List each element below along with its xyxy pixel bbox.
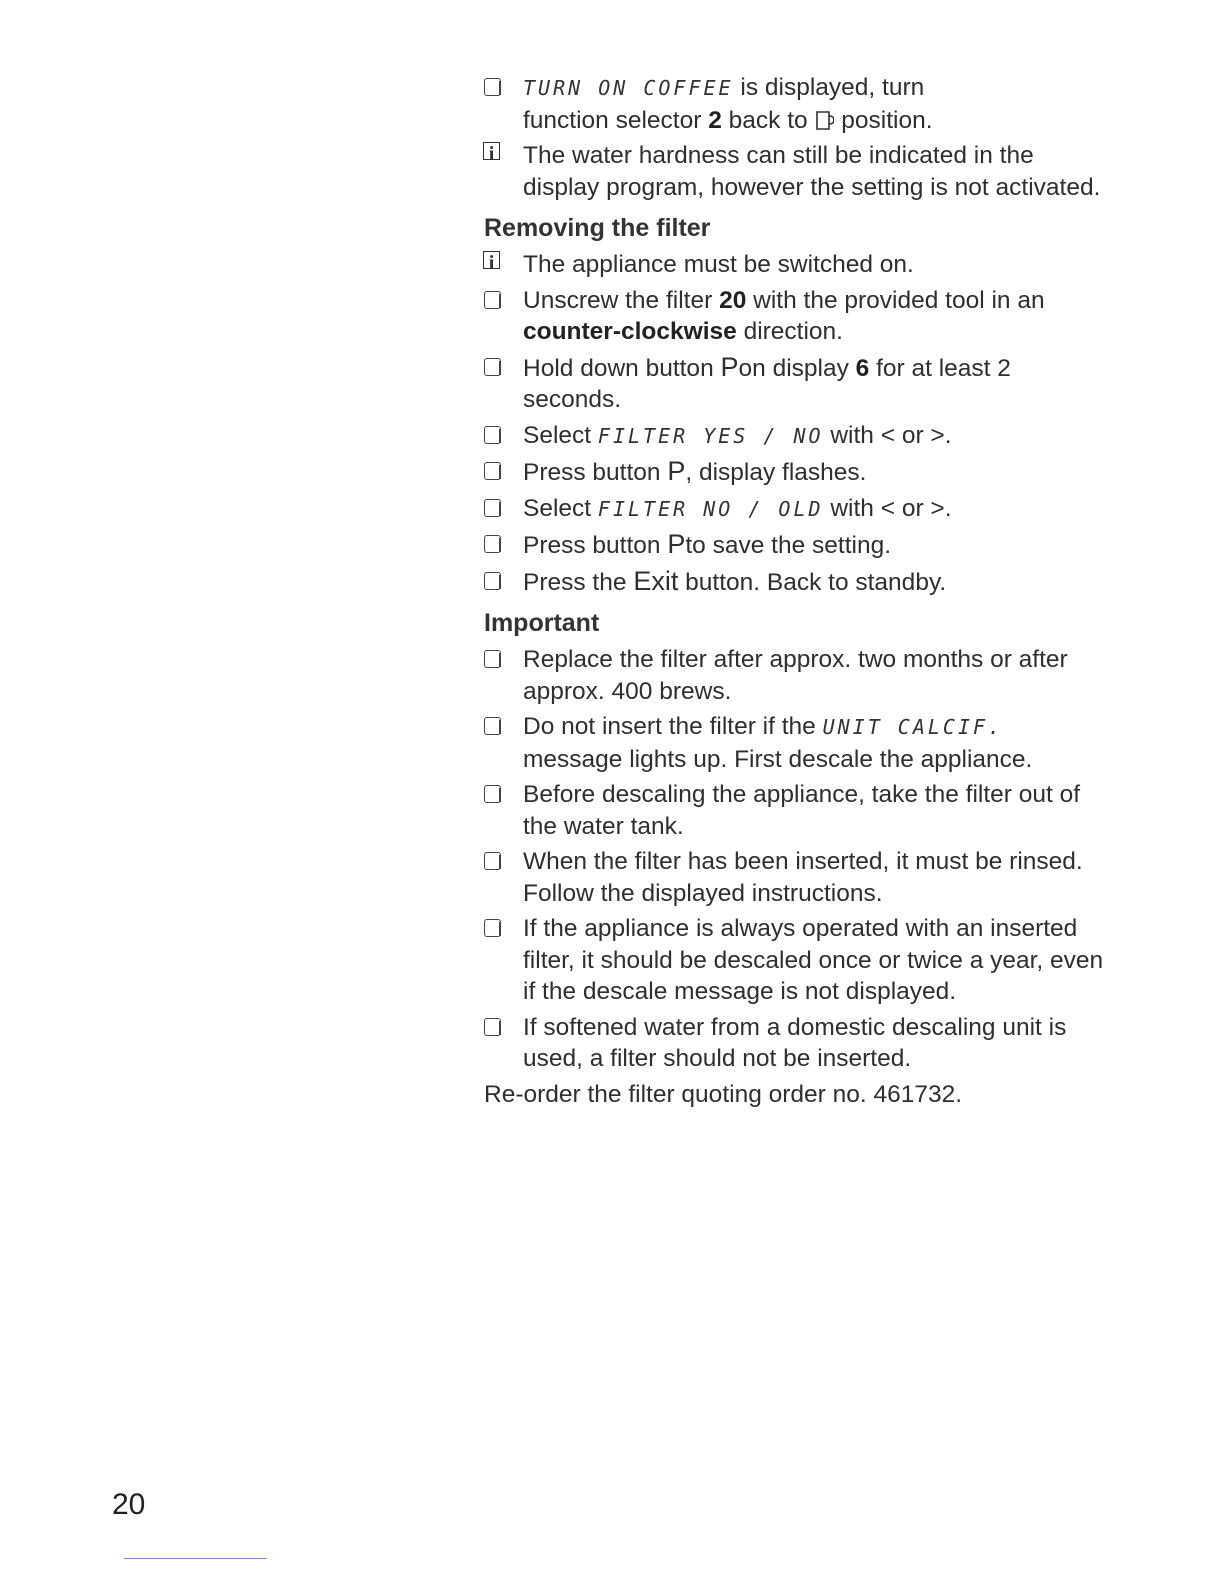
lcd-message: UNIT CALCIF. [822,715,1004,739]
list-item: Do not insert the filter if the UNIT CALCIF. message lights up. First descale the appliance. [484,711,1109,775]
page-number: 20 [112,1488,146,1521]
list-item: When the filter has been inserted, it must be rinsed. Follow the displayed instructions. [484,846,1109,909]
checkbox-bullet-icon [484,650,501,668]
list-item: Select FILTER NO / OLD with < or >. [484,493,1109,526]
list-item: If the appliance is always operated with an inserted filter, it should be descaled once or twice a year, even if the descale message is not displayed. [484,913,1109,1008]
checkbox-bullet-icon [484,499,501,517]
lcd-message: FILTER NO / OLD [597,496,824,521]
info-icon: i [483,251,500,269]
checkbox-bullet-icon [484,919,501,937]
list-item: TURN ON COFFEE is displayed, turn function selector 2 back to position. [484,72,1109,136]
checkbox-bullet-icon [484,1018,501,1036]
list-item: Before descaling the appliance, take the filter out of the water tank. [484,779,1109,842]
info-note: i The water hardness can still be indicated in the display program, however the setting is not activated. [484,140,1109,203]
list-item: Press the Exit button. Back to standby. [484,566,1109,599]
checkbox-bullet-icon [484,852,501,870]
list-item: Unscrew the filter 20 with the provided tool in an counter-clockwise direction. [484,285,1109,348]
list-item: Select FILTER YES / NO with < or >. [484,420,1109,453]
footer-rule [124,1558,267,1559]
section-heading-removing-filter: Removing the filter [484,214,711,242]
checkbox-bullet-icon [484,535,501,553]
coffee-cup-icon [814,108,834,132]
info-icon: i [483,142,500,160]
reorder-note: Re-order the filter quoting order no. 461732. [484,1080,963,1108]
list-item: Replace the filter after approx. two months or after approx. 400 brews. [484,644,1109,707]
checkbox-bullet-icon [484,78,501,96]
list-item: If softened water from a domestic descaling unit is used, a filter should not be inserted. [484,1012,1109,1075]
manual-column [484,72,1109,1110]
checkbox-bullet-icon [484,462,501,480]
checkbox-bullet-icon [484,426,501,444]
checkbox-bullet-icon [484,717,501,735]
checkbox-bullet-icon [484,572,501,590]
list-item: Hold down button Pon display 6 for at least 2 seconds. [484,352,1109,416]
checkbox-bullet-icon [484,291,501,309]
list-item: Press button Pto save the setting. [484,529,1109,562]
lcd-message: FILTER YES / NO [597,423,824,448]
section-heading-important: Important [484,609,600,637]
checkbox-bullet-icon [484,785,501,803]
list-item: Press button P, display flashes. [484,456,1109,489]
checkbox-bullet-icon [484,358,501,376]
info-note: i The appliance must be switched on. [484,249,1109,281]
lcd-message: TURN ON COFFEE [523,76,734,100]
